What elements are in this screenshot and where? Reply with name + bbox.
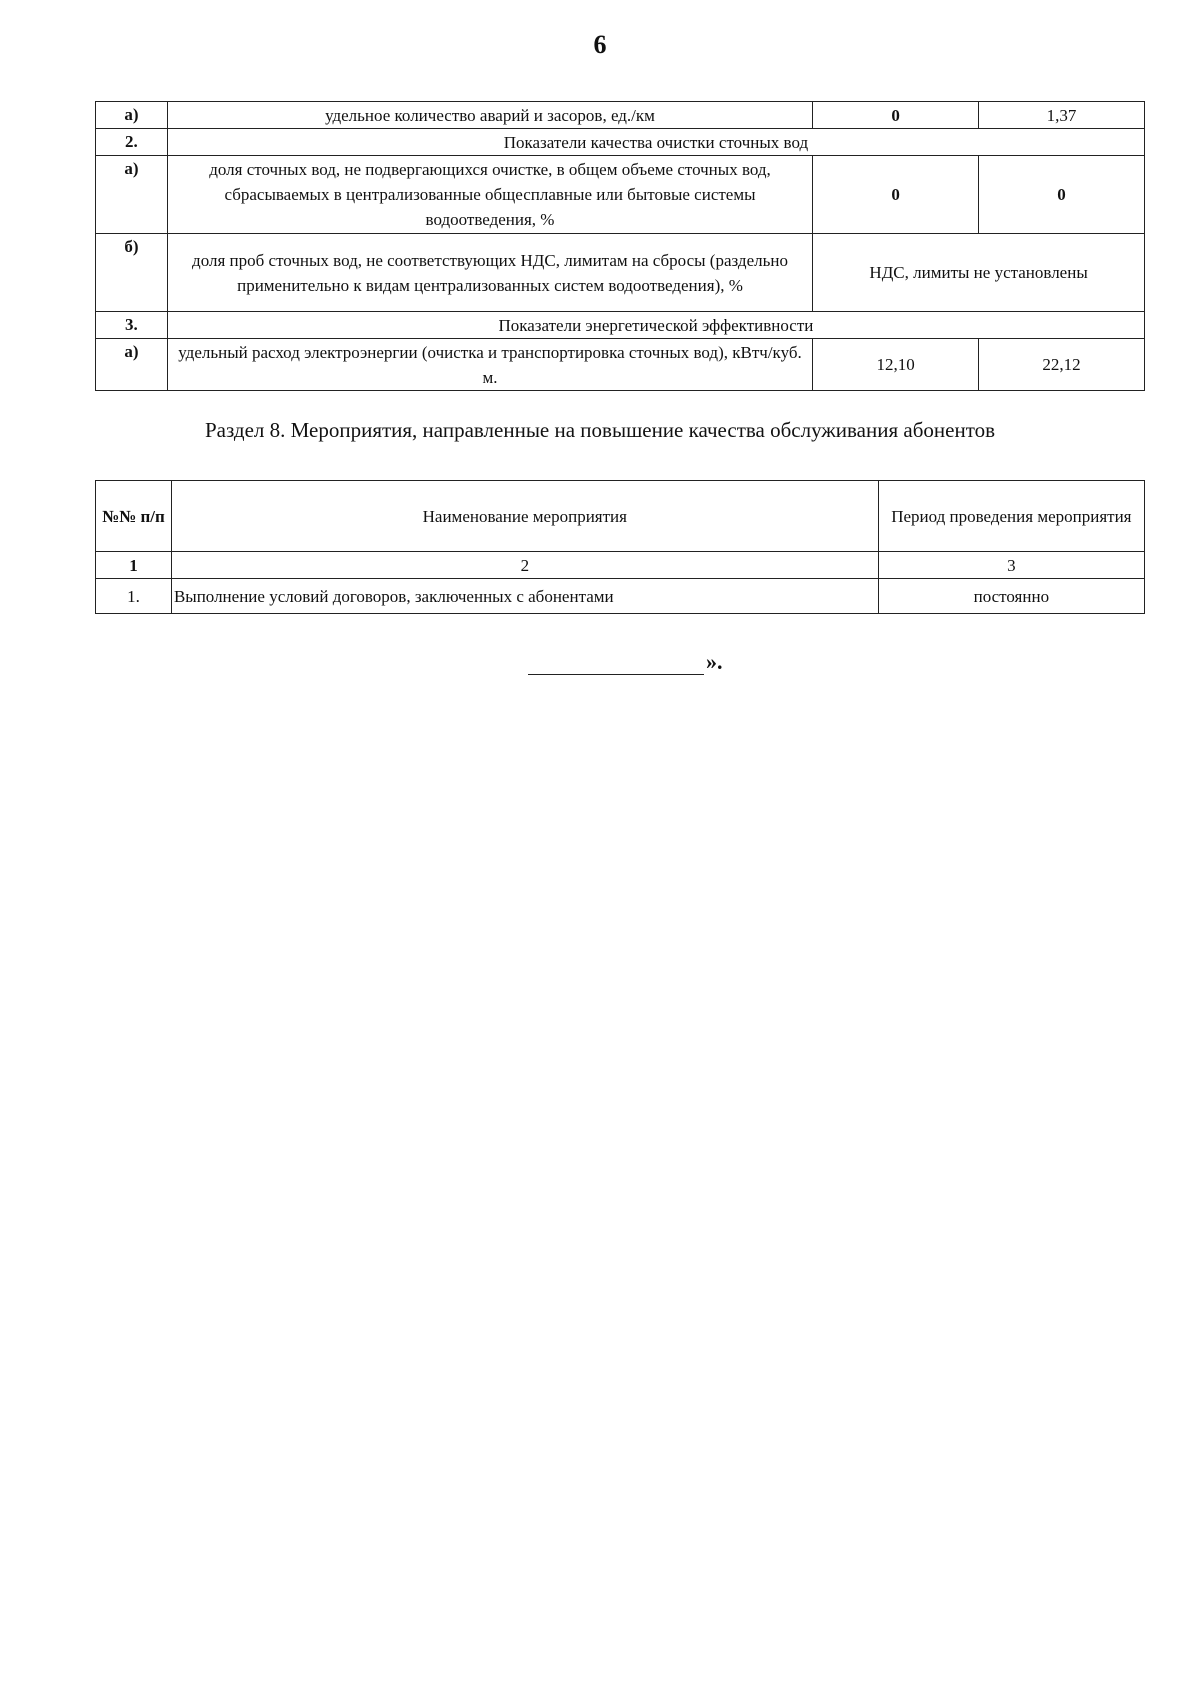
table-row [96, 312, 1145, 339]
column-number: 1 [96, 552, 172, 579]
row-index: а) [96, 156, 168, 234]
row-index: а) [96, 102, 168, 129]
section-title: Показатели качества очистки сточных вод [167, 129, 1144, 156]
indicator-description: доля проб сточных вод, не соответствующих НДС, лимитам на сбросы (раздельно применительно к видам централизованных систем водоотведения), % [167, 234, 812, 312]
table-row [96, 129, 1145, 156]
indicator-value-1: 12,10 [813, 339, 979, 391]
indicator-value-2: 1,37 [979, 102, 1145, 129]
header-name: Наименование мероприятия [171, 481, 878, 552]
table-row [96, 339, 1145, 391]
table-row [96, 156, 1145, 234]
table-row [96, 579, 1145, 614]
indicator-merged-value: НДС, лимиты не установлены [813, 234, 1145, 312]
indicators-table [95, 101, 1145, 391]
section-heading: Раздел 8. Мероприятия, направленные на повышение качества обслуживания абонентов [204, 418, 996, 442]
measure-period: постоянно [878, 579, 1144, 614]
indicator-description: удельное количество аварий и засоров, ед./км [167, 102, 812, 129]
page-number: 6 [593, 30, 607, 59]
measure-name: Выполнение условий договоров, заключенных с абонентами [171, 579, 878, 614]
table-row [96, 102, 1145, 129]
table-row [96, 234, 1145, 312]
column-number: 2 [171, 552, 878, 579]
indicator-value-2: 0 [979, 156, 1145, 234]
row-index: а) [96, 339, 168, 391]
header-number: №№ п/п [96, 481, 172, 552]
row-index: 3. [96, 312, 168, 339]
indicator-value-1: 0 [813, 102, 979, 129]
closing-mark [528, 648, 723, 675]
indicator-value-1: 0 [813, 156, 979, 234]
section-title: Показатели энергетической эффективности [167, 312, 1144, 339]
column-number-row [96, 552, 1145, 579]
indicator-description: удельный расход электроэнергии (очистка и транспортировка сточных вод), кВтч/куб. м. [167, 339, 812, 391]
blank-line [528, 648, 704, 675]
closing-quote: ». [706, 649, 723, 674]
indicator-value-2: 22,12 [979, 339, 1145, 391]
row-index: б) [96, 234, 168, 312]
column-number: 3 [878, 552, 1144, 579]
table-header-row [96, 481, 1145, 552]
indicator-description: доля сточных вод, не подвергающихся очистке, в общем объеме сточных вод, сбрасываемых в централизованные общесплавные или бытовые системы водоотведения, % [167, 156, 812, 234]
measures-table [95, 480, 1145, 614]
measure-number: 1. [96, 579, 172, 614]
row-index: 2. [96, 129, 168, 156]
header-period: Период проведения мероприятия [878, 481, 1144, 552]
